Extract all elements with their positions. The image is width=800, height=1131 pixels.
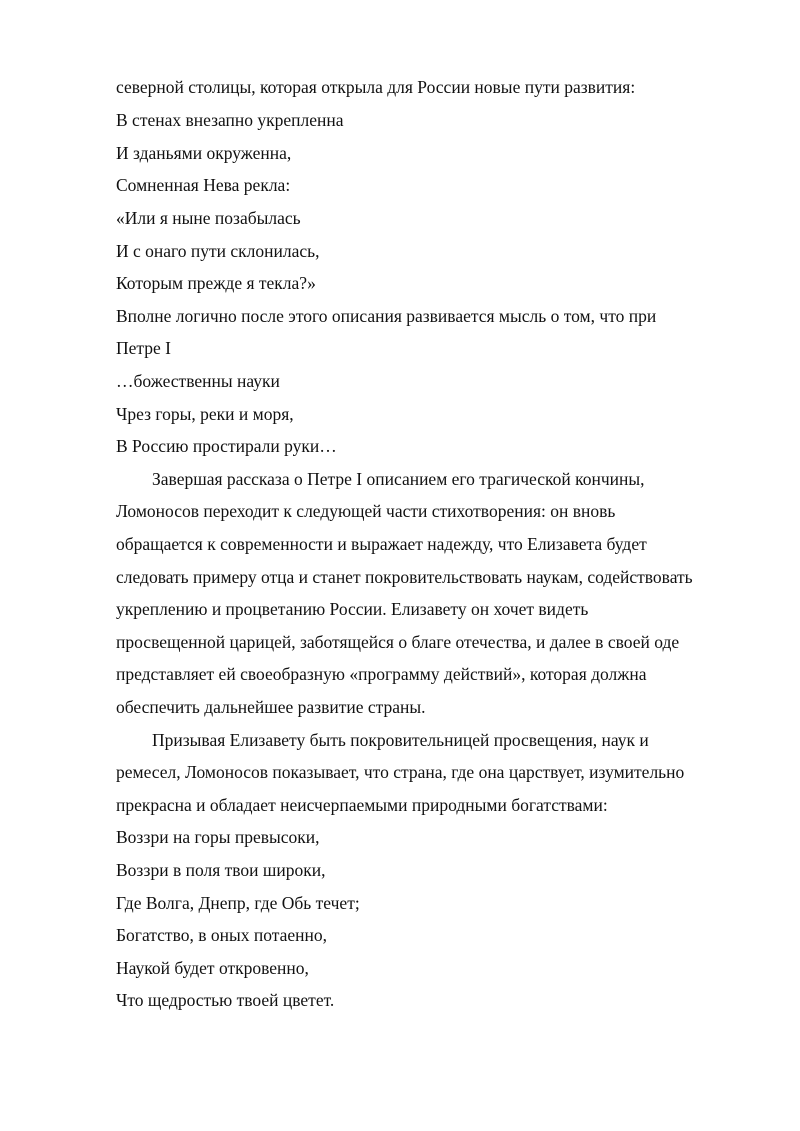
poem-line: Чрез горы, реки и моря, [116,404,294,424]
poem-line: …божественны науки [116,371,280,391]
poem-line: И с онаго пути склонилась, [116,241,320,261]
text-line: представляет ей своеобразную «программу действий», которая должна [116,664,647,684]
text-line: просвещенной царицей, заботящейся о благе отечества, и далее в своей оде [116,632,680,652]
text-line: Ломоносов переходит к следующей части стихотворения: он вновь [116,501,616,521]
text-line: обращается к современности и выражает надежду, что Елизавета будет [116,534,647,554]
poem-line: Которым прежде я текла?» [116,273,316,293]
text-line: обеспечить дальнейшее развитие страны. [116,697,426,717]
text-line: Петре I [116,338,171,358]
text-line: ремесел, Ломоносов показывает, что страна, где она царствует, изумительно [116,762,685,782]
poem-line: Воззри в поля твои широки, [116,860,326,880]
poem-line: В Россию простирали руки… [116,436,337,456]
poem-line: Воззри на горы превысоки, [116,827,320,847]
text-line: Вполне логично после этого описания развивается мысль о том, что при [116,306,657,326]
poem-line: Где Волга, Днепр, где Обь течет; [116,893,360,913]
paragraph-first-line: Завершая рассказа о Петре I описанием его трагической кончины, [152,469,645,489]
text-line: прекрасна и обладает неисчерпаемыми природными богатствами: [116,795,608,815]
poem-line: В стенах внезапно укрепленна [116,110,344,130]
poem-line: Сомненная Нева рекла: [116,175,291,195]
poem-line: Что щедростью твоей цветет. [116,990,335,1010]
poem-line: Наукой будет откровенно, [116,958,309,978]
poem-line: «Или я ныне позабылась [116,208,301,228]
paragraph-first-line: Призывая Елизавету быть покровительницей просвещения, наук и [152,730,649,750]
text-line: укреплению и процветанию России. Елизавету он хочет видеть [116,599,589,619]
text-line: следовать примеру отца и станет покровительствовать наукам, содействовать [116,567,693,587]
text-line: северной столицы, которая открыла для России новые пути развития: [116,77,636,97]
poem-line: И зданьями окруженна, [116,143,292,163]
poem-line: Богатство, в оных потаенно, [116,925,327,945]
